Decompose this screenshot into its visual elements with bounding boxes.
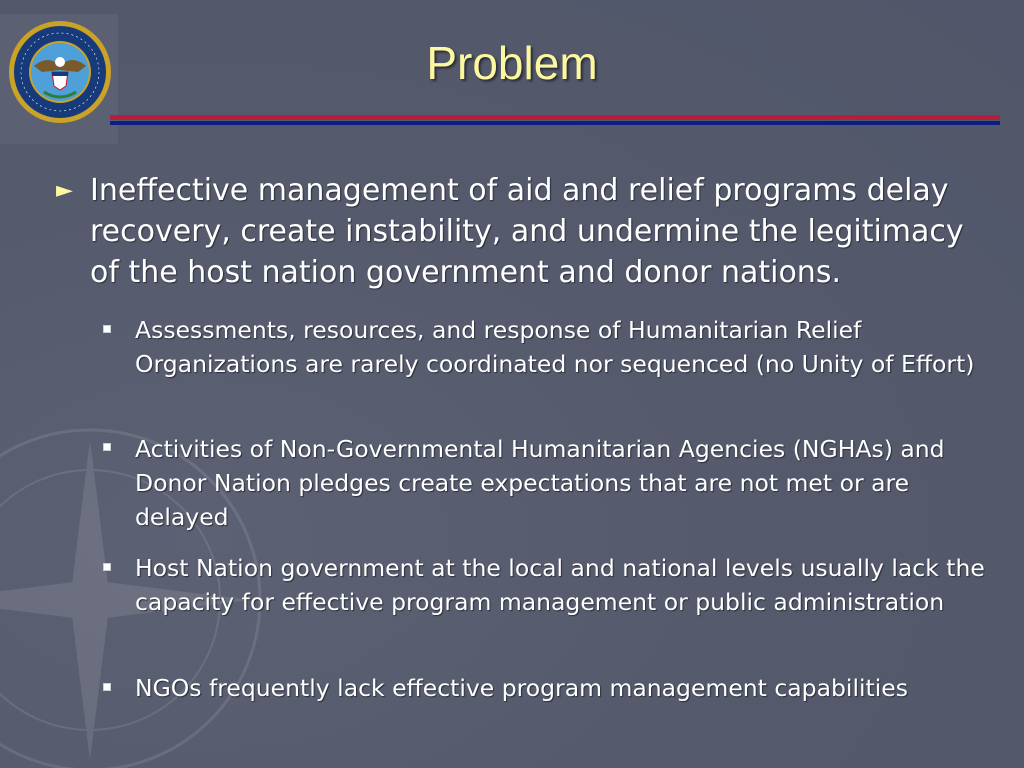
square-bullet-icon bbox=[103, 325, 111, 333]
main-bullet-text: Ineffective management of aid and relief programs delay recovery, create instability, and undermine the legitimacy of the host nation government and donor nations. bbox=[90, 173, 964, 290]
sub-bullet-4: NGOs frequently lack effective program management capabilities bbox=[135, 674, 908, 702]
sub-bullet-1: Assessments, resources, and response of Humanitarian Relief Organizations are rarely coordinated nor sequenced (no Unity of Effort) bbox=[135, 316, 975, 378]
sub-bullet-3: Host Nation government at the local and national levels usually lack the capacity for effective program management or public administration bbox=[135, 554, 985, 616]
slide-title: Problem bbox=[426, 37, 598, 89]
triangle-bullet-icon: ► bbox=[56, 178, 73, 203]
square-bullet-icon bbox=[103, 443, 111, 451]
square-bullet-icon bbox=[103, 563, 111, 571]
title-rule-red bbox=[110, 115, 1000, 120]
square-bullet-icon bbox=[103, 683, 111, 691]
dod-seal-icon bbox=[8, 20, 112, 124]
title-rule-blue bbox=[110, 121, 1000, 125]
sub-bullet-2: Activities of Non-Governmental Humanitarian Agencies (NGHAs) and Donor Nation pledges create expectations that are not met or are delayed bbox=[135, 435, 945, 531]
